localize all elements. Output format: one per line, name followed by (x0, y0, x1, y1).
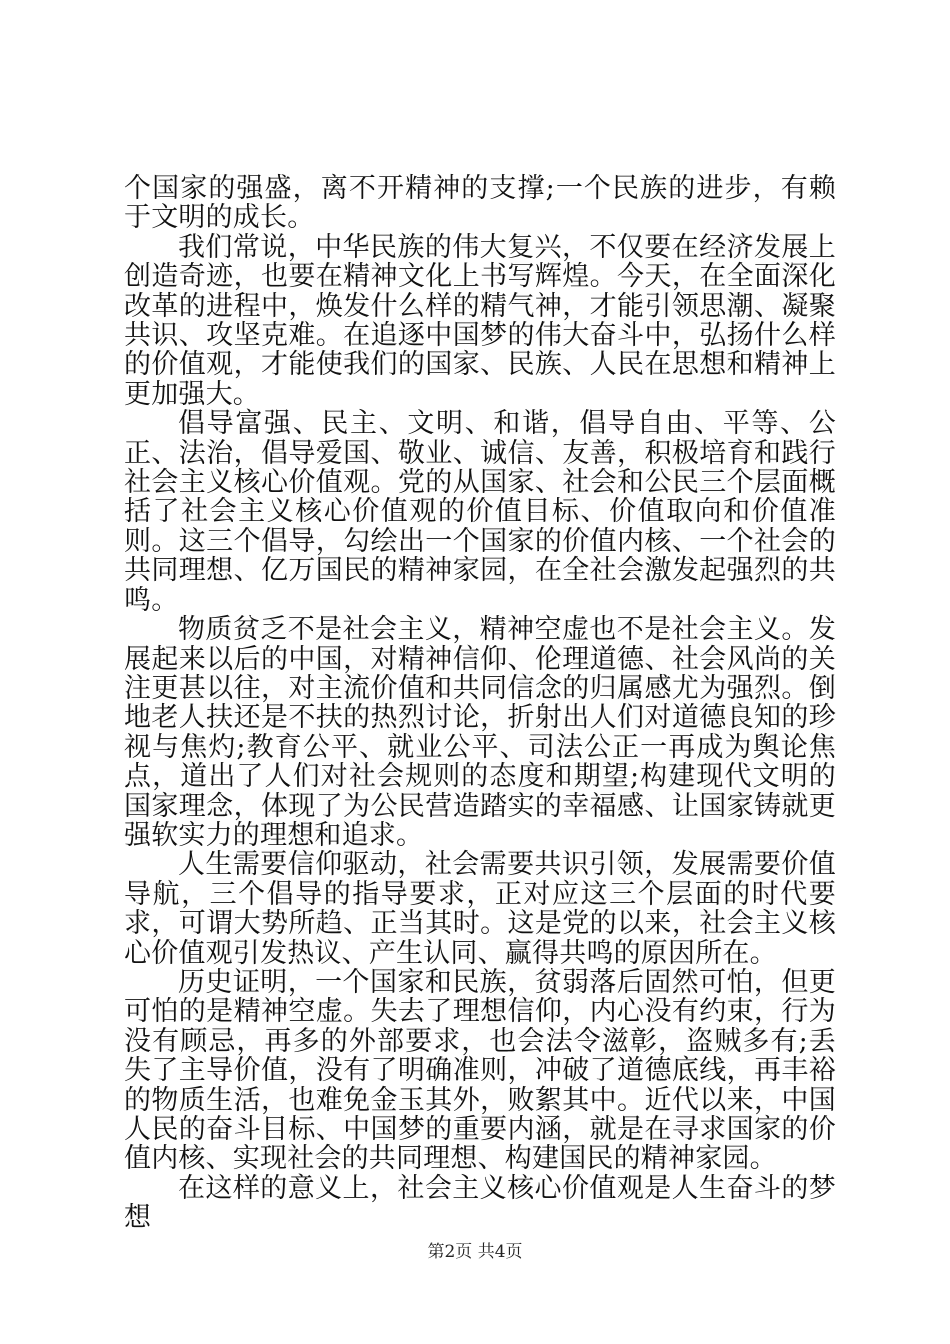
page-number-footer: 第2页 共4页 (427, 1242, 523, 1262)
paragraph-2: 我们常说，中华民族的伟大复兴，不仅要在经济发展上创造奇迹，也要在精神文化上书写辉煌。今天，在全面深化改革的进程中，焕发什么样的精气神，才能引领思潮、凝聚共识、攻坚克难。在追逐中国梦的伟大奋斗中，弘扬什么样的价值观，才能使我们的国家、民族、人民在思想和精神上更加强大。 (124, 231, 836, 410)
document-body (124, 174, 836, 1233)
paragraph-3: 倡导富强、民主、文明、和谐，倡导自由、平等、公正、法治，倡导爱国、敬业、诚信、友善，积极培育和践行社会主义核心价值观。党的从国家、社会和公民三个层面概括了社会主义核心价值观的价值目标、价值取向和价值准则。这三个倡导，勾绘出一个国家的价值内核、一个社会的共同理想、亿万国民的精神家园，在全社会激发起强烈的共鸣。 (124, 408, 836, 616)
paragraph-1: 个国家的强盛，离不开精神的支撑;一个民族的进步，有赖于文明的成长。 (124, 173, 836, 234)
paragraph-4: 物质贫乏不是社会主义，精神空虚也不是社会主义。发展起来以后的中国，对精神信仰、伦理道德、社会风尚的关注更甚以往，对主流价值和共同信念的归属感尤为强烈。倒地老人扶还是不扶的热烈讨论，折射出人们对道德良知的珍视与焦灼;教育公平、就业公平、司法公正一再成为舆论焦点，道出了人们对社会规则的态度和期望;构建现代文明的国家理念，体现了为公民营造踏实的幸福感、让国家铸就更强软实力的理想和追求。 (124, 614, 836, 851)
paragraph-6: 历史证明，一个国家和民族，贫弱落后固然可怕，但更可怕的是精神空虚。失去了理想信仰，内心没有约束，行为没有顾忌，再多的外部要求，也会法令滋彰，盗贼多有;丢失了主导价值，没有了明确准则，冲破了道德底线，再丰裕的物质生活，也难免金玉其外，败絮其中。近代以来，中国人民的奋斗目标、中国梦的重要内涵，就是在寻求国家的价值内核、实现社会的共同理想、构建国民的精神家园。 (124, 966, 836, 1175)
paragraph-5: 人生需要信仰驱动，社会需要共识引领，发展需要价值导航，三个倡导的指导要求，正对应这三个层面的时代要求，可谓大势所趋、正当其时。这是党的以来，社会主义核心价值观引发热议、产生认同、赢得共鸣的原因所在。 (124, 849, 836, 969)
paragraph-7: 在这样的意义上，社会主义核心价值观是人生奋斗的梦想 (124, 1172, 836, 1234)
